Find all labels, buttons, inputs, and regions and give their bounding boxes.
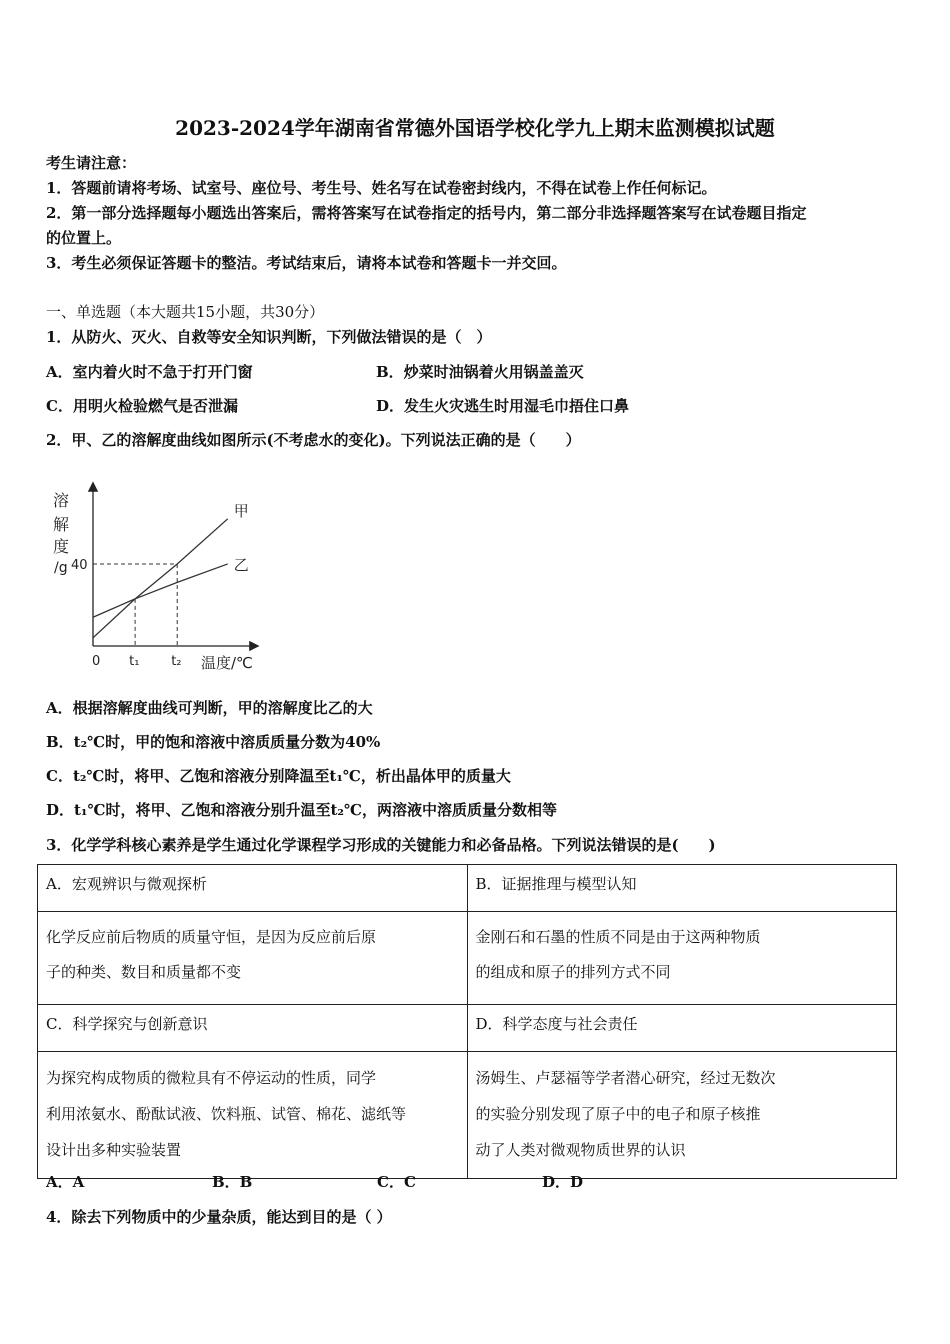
question-stem: 1．从防火、灭火、自救等安全知识判断，下列做法错误的是（ ）: [46, 328, 492, 346]
option-c: C．用明火检验燃气是否泄漏: [46, 397, 238, 415]
table-cell: 金刚石和石墨的性质不同是由于这两种物质 的组成和原子的排列方式不同: [467, 912, 897, 1005]
option-b: B．t₂℃时，甲的饱和溶液中溶质质量分数为40%: [46, 733, 381, 751]
notice-item: 1．答题前请将考场、试室号、座位号、考生号、姓名写在试卷密封线内，不得在试卷上作任何标记。: [46, 179, 717, 197]
option-d: D．发生火灾逃生时用湿毛巾捂住口鼻: [376, 397, 630, 415]
series-label: 乙: [233, 555, 249, 574]
x-tick-label: t₁: [129, 654, 140, 669]
question-stem: 2．甲、乙的溶解度曲线如图所示(不考虑水的变化)。下列说法正确的是（ ）: [46, 431, 581, 449]
literacy-table: [37, 864, 897, 1179]
notice-heading: 考生请注意：: [46, 154, 137, 172]
question-stem: 4．除去下列物质中的少量杂质，能达到目的是（ ）: [46, 1208, 392, 1226]
y-tick-label: 40: [71, 557, 88, 573]
notice-item: 2．第一部分选择题每小题选出答案后，需将答案写在试卷指定的括号内，第二部分非选择题答案写在试卷题目指定: [46, 204, 807, 222]
table-cell: 汤姆生、卢瑟福等学者潜心研究，经过无数次 的实验分别发现了原子中的电子和原子核推 动了人类对微观物质世界的认识: [467, 1052, 897, 1179]
table-cell: A．宏观辨识与微观探析: [38, 865, 468, 912]
series-label: 甲: [233, 501, 249, 520]
option-d: D．D: [542, 1173, 584, 1191]
series-line-jia: [93, 519, 228, 638]
option-d: D．t₁℃时，将甲、乙饱和溶液分别升温至t₂℃，两溶液中溶质质量分数相等: [46, 801, 557, 819]
series-line-yi: [93, 564, 228, 617]
notice-item: 3．考生必须保证答题卡的整洁。考试结束后，请将本试卷和答题卡一并交回。: [46, 254, 567, 272]
x-axis-label: 温度/℃: [201, 654, 253, 672]
option-a: A．根据溶解度曲线可判断，甲的溶解度比乙的大: [46, 699, 373, 717]
table-cell: 为探究构成物质的微粒具有不停运动的性质，同学 利用浓氨水、酚酞试液、饮料瓶、试管、棉花、滤纸等 设计出多种实验装置: [38, 1052, 468, 1179]
notice-item: 的位置上。: [46, 229, 122, 247]
x-tick-label: t₂: [171, 654, 182, 669]
option-b: B．炒菜时油锅着火用锅盖盖灭: [376, 363, 584, 381]
solubility-chart: [45, 470, 275, 675]
table-cell: C．科学探究与创新意识: [38, 1005, 468, 1052]
y-axis-label: 解: [53, 515, 70, 534]
question-stem: 3．化学学科核心素养是学生通过化学课程学习形成的关键能力和必备品格。下列说法错误的是( ): [46, 836, 716, 854]
y-axis-label: /g: [54, 560, 68, 576]
table-cell: 化学反应前后物质的质量守恒，是因为反应前后原 子的种类、数目和质量都不变: [38, 912, 468, 1005]
option-a: A．A: [46, 1173, 85, 1191]
option-b: B．B: [212, 1173, 253, 1191]
option-a: A．室内着火时不急于打开门窗: [46, 363, 253, 381]
option-c: C．t₂℃时，将甲、乙饱和溶液分别降温至t₁℃，析出晶体甲的质量大: [46, 767, 511, 785]
y-axis-label: 度: [53, 537, 70, 556]
page-title: 2023-2024学年湖南省常德外国语学校化学九上期末监测模拟试题: [175, 116, 775, 140]
y-axis-label: 溶: [53, 491, 70, 510]
section-heading: 一、单选题（本大题共15小题，共30分）: [46, 303, 325, 321]
option-c: C．C: [377, 1173, 416, 1191]
table-cell: B．证据推理与模型认知: [467, 865, 897, 912]
table-cell: D．科学态度与社会责任: [467, 1005, 897, 1052]
origin-label: 0: [92, 654, 101, 669]
